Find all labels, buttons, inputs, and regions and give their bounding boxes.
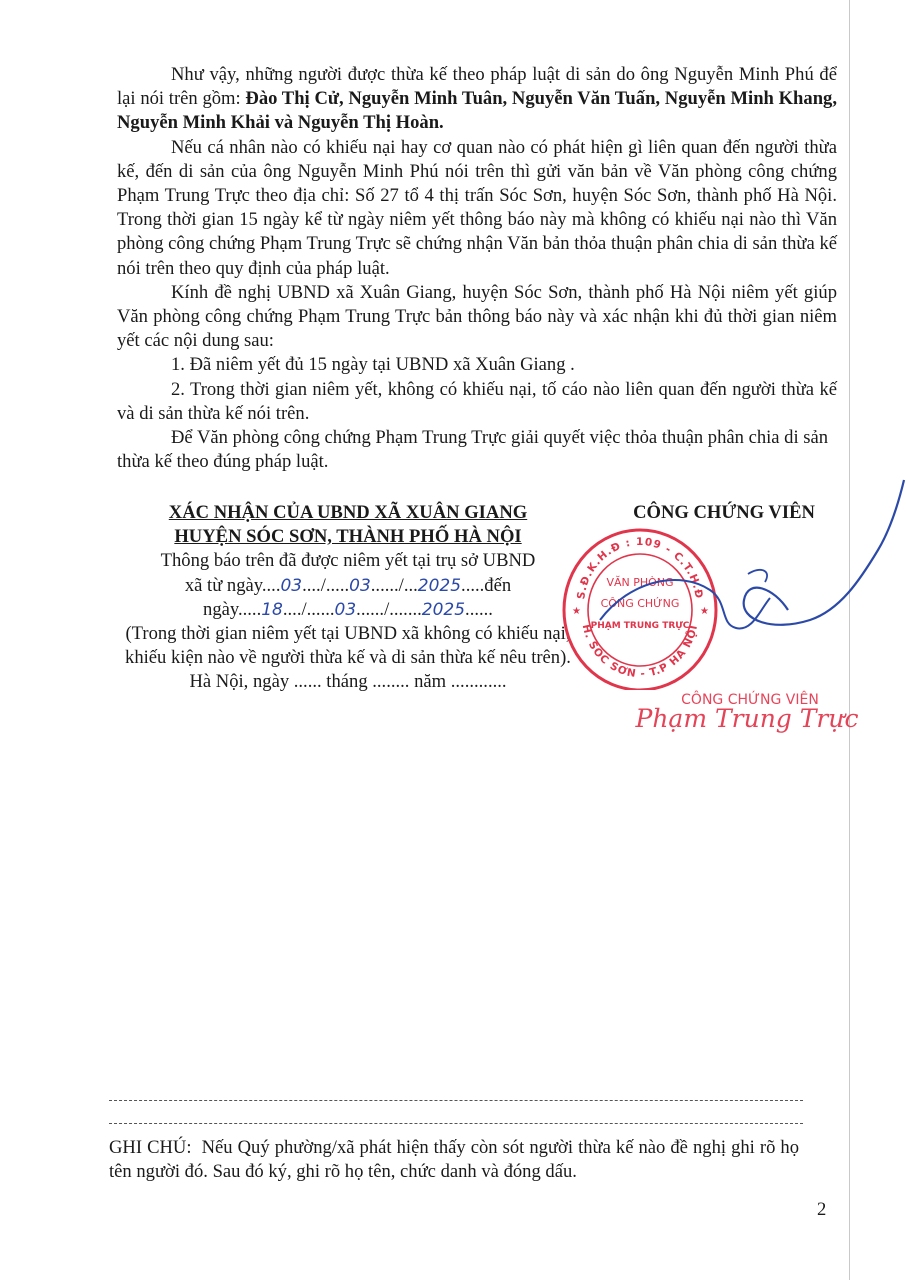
- from-date-line: [110, 574, 586, 598]
- to-suffix: ......: [465, 598, 493, 620]
- from-month: 03: [349, 575, 371, 596]
- posting-statement: Thông báo trên đã được niêm yết tại trụ sở UBND: [160, 550, 536, 572]
- dots-b: ....../...: [370, 574, 418, 596]
- heirs-intro: Như vậy, những người được thừa kế theo pháp luật di sản do ông Nguyễn Minh Phú để lại nói trên gồm:: [117, 64, 837, 110]
- document-body: [117, 63, 837, 474]
- dots-a: ..../.....: [302, 574, 350, 596]
- to-year: 2025: [421, 599, 466, 620]
- stamp-center-line-2: CÔNG CHỨNG: [600, 597, 680, 610]
- dots-d: ....../.......: [356, 598, 422, 620]
- note-label: GHI CHÚ:: [109, 1137, 192, 1158]
- heirs-names: Đào Thị Cử, Nguyễn Minh Tuân, Nguyễn Văn Tuấn, Nguyễn Minh Khang, Nguyễn Minh Khải và Nguyễn Thị Hoàn.: [117, 88, 837, 134]
- signature-icon: [560, 470, 906, 690]
- stamp-ring-top: S.Đ.K.H.Đ : 109 - C.T.H.Đ: [575, 535, 705, 601]
- footer-divider-1: [109, 1100, 803, 1101]
- heirs-paragraph: [117, 63, 837, 136]
- to-date-line: [110, 598, 586, 622]
- complaint-paragraph: Nếu cá nhân nào có khiếu nại hay cơ quan nào có phát hiện gì liên quan đến người thừa kế, đến di sản của ông Nguyễn Minh Phú nói trên thì gửi văn bản về Văn phòng công chứng Phạm Trung Trực theo địa chỉ: Số 27 tổ 4 thị trấn Sóc Sơn, huyện Sóc Sơn, thành phố Hà Nội. Trong thời gian 15 ngày kể từ ngày niêm yết thông báo này mà không có khiếu nại nào thì Văn phòng công chứng Phạm Trung Trực sẽ chứng nhận Văn bản thỏa thuận phân chia di sản thừa kế nói trên theo quy định của pháp luật.: [117, 136, 837, 279]
- notary-name: Phạm Trung Trực: [635, 704, 859, 733]
- to-day: 18: [261, 599, 283, 620]
- svg-text:★: ★: [572, 606, 581, 617]
- confirmation-heading-2: HUYỆN SÓC SƠN, THÀNH PHỐ HÀ NỘI: [174, 526, 522, 548]
- item-1: 1. Đã niêm yết đủ 15 ngày tại UBND xã Xuân Giang .: [171, 354, 575, 376]
- svg-text:★: ★: [700, 606, 709, 617]
- from-day: 03: [280, 575, 303, 596]
- page-number: 2: [817, 1199, 827, 1220]
- dots-c: ..../......: [282, 598, 335, 620]
- confirmation-note: (Trong thời gian niêm yết tại UBND xã không có khiếu nại, khiếu kiện nào về người thừa kế và di sản thừa kế nêu trên).: [125, 623, 571, 669]
- from-year: 2025: [417, 575, 462, 596]
- note-text: Nếu Quý phường/xã phát hiện thấy còn sót người thừa kế nào đề nghị ghi rõ họ tên người đó. Sau đó ký, ghi rõ họ tên, chức danh và đóng dấu.: [109, 1137, 800, 1183]
- commune-confirmation: [110, 501, 586, 695]
- from-prefix: xã từ ngày....: [184, 574, 281, 596]
- stamp-center-line-1: VĂN PHÒNG: [606, 576, 674, 589]
- item-2: 2. Trong thời gian niêm yết, không có khiếu nại, tố cáo nào liên quan đến người thừa kế và di sản thừa kế nói trên.: [117, 378, 837, 424]
- to-prefix: ngày.....: [203, 598, 262, 620]
- place-date-line: Hà Nội, ngày ...... tháng ........ năm ............: [189, 671, 507, 693]
- footer-divider-2: [109, 1123, 803, 1124]
- stamp-center-line-3: PHẠM TRUNG TRỰC: [590, 621, 690, 631]
- stamp-ring-bottom: H. SÓC SƠN - T.P HÀ NỘI: [579, 623, 701, 681]
- notary-stamp-label: CÔNG CHỨNG VIÊN: [681, 692, 819, 708]
- confirmation-heading-1: XÁC NHẬN CỦA UBND XÃ XUÂN GIANG: [168, 502, 528, 523]
- footer-note: [109, 1136, 799, 1184]
- closing-paragraph: Để Văn phòng công chứng Phạm Trung Trực giải quyết việc thỏa thuận phân chia di sản thừa kế theo đúng pháp luật.: [117, 427, 829, 473]
- from-suffix: .....đến: [461, 574, 512, 596]
- request-paragraph: Kính đề nghị UBND xã Xuân Giang, huyện Sóc Sơn, thành phố Hà Nội niêm yết giúp Văn phòng công chứng Phạm Trung Trực bản thông báo này và xác nhận khi đủ thời gian niêm yết các nội dung sau:: [117, 281, 837, 352]
- to-month: 03: [334, 599, 357, 620]
- notary-title: CÔNG CHỨNG VIÊN: [633, 502, 815, 523]
